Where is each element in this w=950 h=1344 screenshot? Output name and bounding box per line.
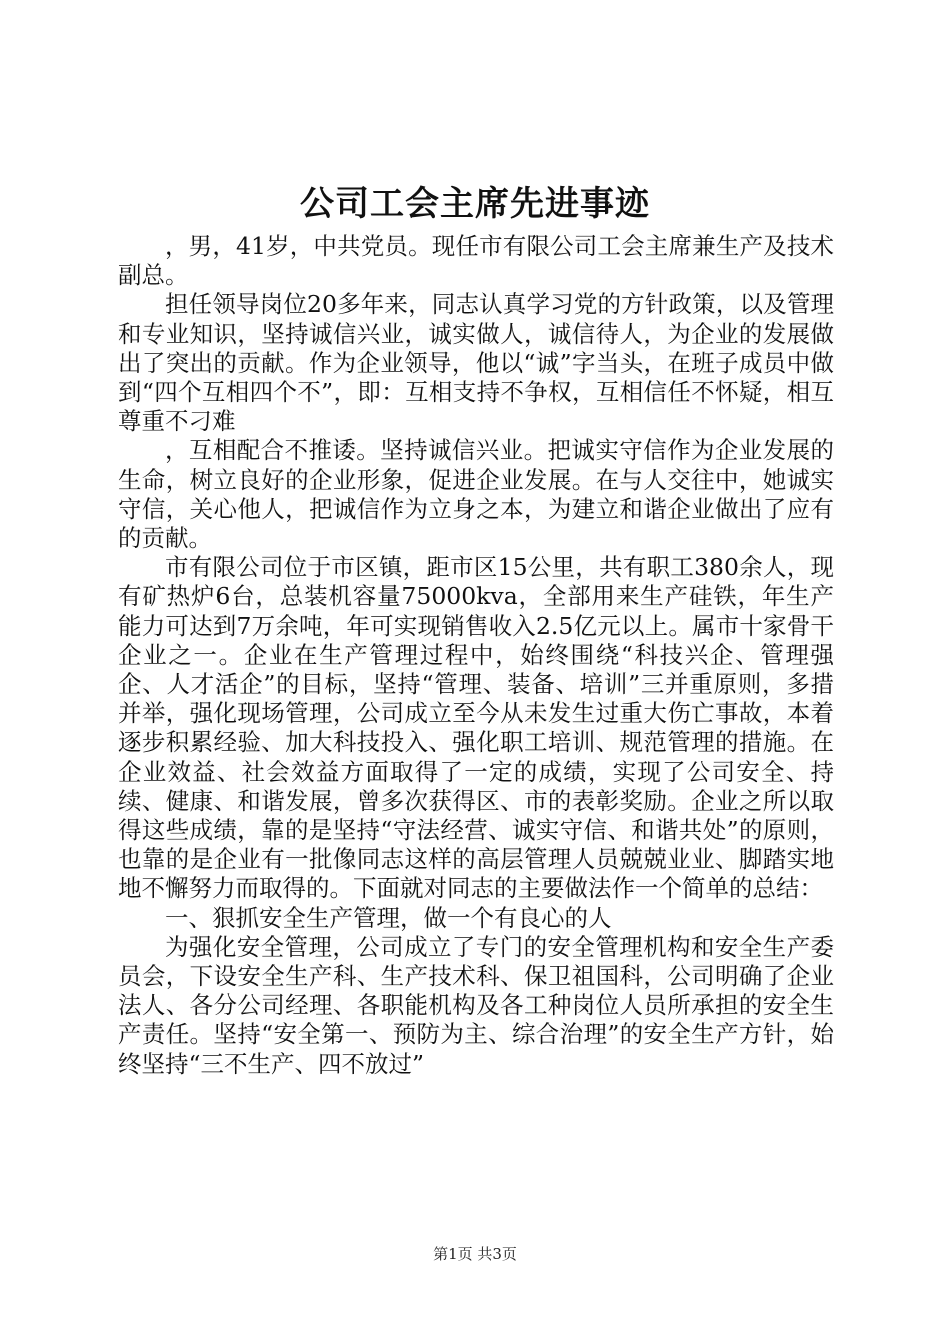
page-footer: 第1页 共3页 bbox=[433, 1245, 517, 1263]
section-heading-safety: 一、狠抓安全生产管理，做一个有良心的人 bbox=[165, 903, 612, 932]
document-body bbox=[118, 232, 834, 1079]
paragraph-leadership: 担任领导岗位20多年来，同志认真学习党的方针政策，以及管理和专业知识，坚持诚信兴业，诚实做人，诚信待人，为企业的发展做出了突出的贡献。作为企业领导，他以“诚”字当头，在班子成员中做到“四个互相四个不”，即：互相支持不争权，互相信任不怀疑，相互尊重不刁难 bbox=[118, 290, 834, 436]
paragraph-safety-management: 为强化安全管理，公司成立了专门的安全管理机构和安全生产委员会，下设安全生产科、生产技术科、保卫祖国科，公司明确了企业法人、各分公司经理、各职能机构及各工种岗位人员所承担的安全生产责任。坚持“安全第一、预防为主、综合治理”的安全生产方针，始终坚持“三不生产、四不放过” bbox=[118, 932, 834, 1078]
paragraph-company-profile: 市有限公司位于市区镇，距市区15公里，共有职工380余人，现有矿热炉6台，总装机容量75000kva，全部用来生产硅铁，年生产能力可达到7万余吨，年可实现销售收入2.5亿元以上。属市十家骨干企业之一。企业在生产管理过程中，始终围绕“科技兴企、管理强企、人才活企”的目标，坚持“管理、装备、培训”三并重原则，多措并举，强化现场管理，公司成立至今从未发生过重大伤亡事故，本着逐步积累经验、加大科技投入、强化职工培训、规范管理的措施。在企业效益、社会效益方面取得了一定的成绩，实现了公司安全、持续、健康、和谐发展，曾多次获得区、市的表彰奖励。企业之所以取得这些成绩，靠的是坚持“守法经营、诚实守信、和谐共处”的原则，也靠的是企业有一批像同志这样的高层管理人员兢兢业业、脚踏实地地不懈努力而取得的。下面就对同志的主要做法作一个简单的总结： bbox=[118, 553, 834, 903]
paragraph-intro: ，男，41岁，中共党员。现任市有限公司工会主席兼生产及技术副总。 bbox=[118, 232, 834, 290]
document-title: 公司工会主席先进事迹 bbox=[300, 184, 650, 224]
paragraph-integrity: ，互相配合不推诿。坚持诚信兴业。把诚实守信作为企业发展的生命，树立良好的企业形象，促进企业发展。在与人交往中，她诚实守信，关心他人，把诚信作为立身之本，为建立和谐企业做出了应有的贡献。 bbox=[118, 436, 834, 553]
